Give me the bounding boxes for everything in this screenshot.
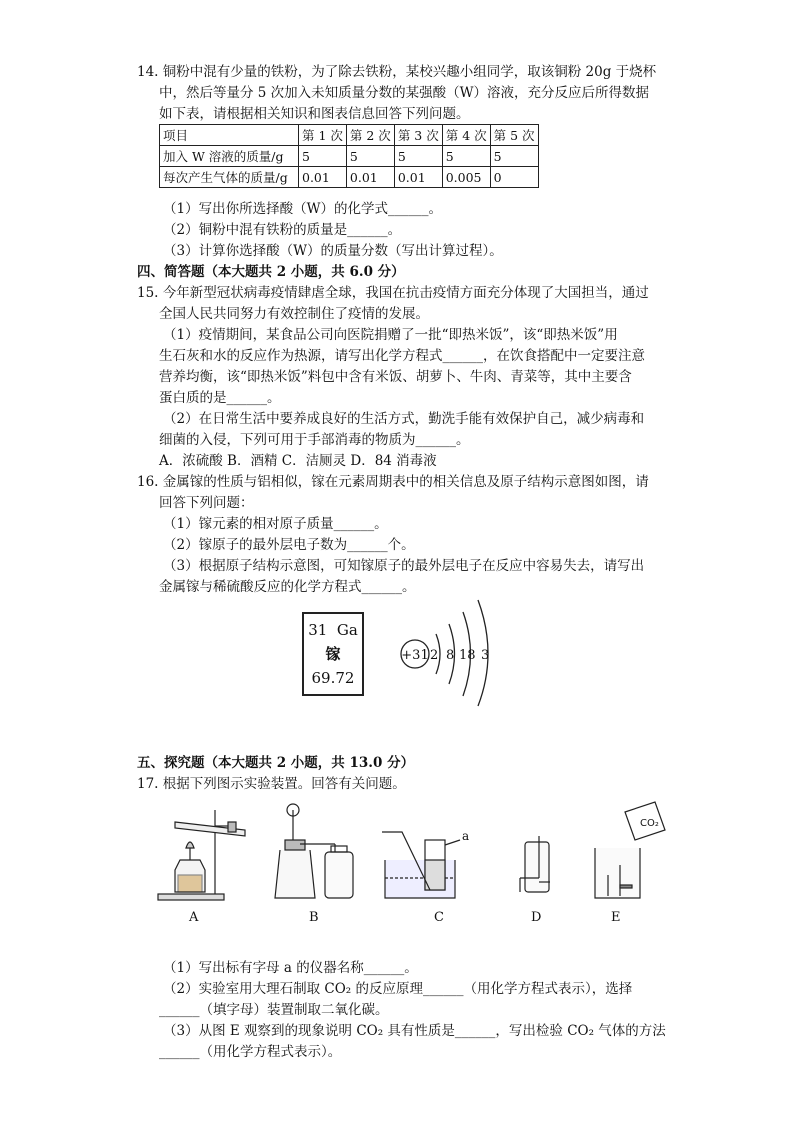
figure-label-e: E bbox=[611, 910, 621, 925]
q16-line-5: （3）根据原子结构示意图，可知镓原子的最外层电子在反应中容易失去，请写出 bbox=[163, 558, 645, 574]
q15-line-3: （1）疫情期间，某食品公司向医院捐赠了一批“即热米饭”，该“即热米饭”用 bbox=[163, 327, 618, 343]
label-co2: CO₂ bbox=[640, 818, 659, 829]
q16-line-1: 16. 金属镓的性质与铝相似，镓在元素周期表中的相关信息及原子结构示意图如图，请 bbox=[137, 474, 649, 490]
apparatus-d bbox=[520, 836, 550, 892]
figure-label-b: B bbox=[309, 910, 319, 925]
q16-line-2: 回答下列问题： bbox=[159, 495, 254, 511]
element-number-symbol bbox=[304, 618, 362, 642]
table-cell: 加入 W 溶液的质量/g bbox=[160, 146, 299, 167]
apparatus-a bbox=[158, 810, 245, 900]
q16-line-3: （1）镓元素的相对原子质量______。 bbox=[163, 516, 388, 532]
table-cell: 第 5 次 bbox=[490, 125, 538, 146]
shell-count-3: 18 bbox=[459, 648, 476, 663]
q15-line-4: 生石灰和水的反应作为热源，请写出化学方程式______，在饮食搭配中一定要注意 bbox=[159, 348, 645, 364]
q16-line-4: （2）镓原子的最外层电子数为______个。 bbox=[163, 537, 415, 553]
shell-count-2: 8 bbox=[446, 648, 455, 663]
q17-sub-1: （1）写出标有字母 a 的仪器名称______。 bbox=[163, 960, 418, 976]
q14-sub-3: （3）计算你选择酸（W）的质量分数（写出计算过程）。 bbox=[163, 243, 503, 259]
apparatus-b bbox=[275, 804, 353, 898]
section-4-title: 四、简答题（本大题共 2 小题，共 6.0 分） bbox=[137, 264, 405, 280]
table-cell: 5 bbox=[299, 146, 347, 167]
figure-label-d: D bbox=[531, 910, 542, 925]
table-cell: 0.01 bbox=[394, 167, 442, 188]
table-cell: 5 bbox=[346, 146, 394, 167]
apparatus-c bbox=[382, 832, 460, 898]
element-name: 镓 bbox=[325, 645, 341, 663]
table-row bbox=[160, 146, 539, 167]
q14-line-3: 如下表，请根据相关知识和图表信息回答下列问题。 bbox=[159, 106, 470, 122]
q15-line-6: 蛋白质的是______。 bbox=[159, 390, 281, 406]
q14-sub-1: （1）写出你所选择酸（W）的化学式______。 bbox=[163, 201, 442, 217]
q16-line-6: 金属镓与稀硫酸反应的化学方程式______。 bbox=[159, 579, 416, 595]
nucleus-label: +31 bbox=[401, 648, 429, 663]
table-row bbox=[160, 167, 539, 188]
element-card bbox=[302, 612, 364, 696]
table-cell: 5 bbox=[490, 146, 538, 167]
q15-line-8: 细菌的入侵，下列可用于手部消毒的物质为______。 bbox=[159, 432, 470, 448]
q15-options: A．浓硫酸 B．酒精 C．洁厕灵 D．84 消毒液 bbox=[159, 453, 437, 469]
table-cell: 第 2 次 bbox=[346, 125, 394, 146]
q15-line-1: 15. 今年新型冠状病毒疫情肆虐全球，我国在抗击疫情方面充分体现了大国担当，通过 bbox=[137, 285, 649, 301]
section-5-title: 五、探究题（本大题共 2 小题，共 13.0 分） bbox=[137, 755, 415, 771]
table-cell: 5 bbox=[394, 146, 442, 167]
table-cell: 0.005 bbox=[442, 167, 490, 188]
shell-count-4: 3 bbox=[481, 648, 490, 663]
atom-structure-diagram bbox=[396, 596, 506, 708]
q14-data-table bbox=[159, 124, 539, 188]
table-cell: 第 4 次 bbox=[442, 125, 490, 146]
element-mass: 69.72 bbox=[311, 669, 355, 687]
q15-line-5: 营养均衡，该“即热米饭”料包中含有米饭、胡萝卜、牛肉、青菜等，其中主要含 bbox=[159, 369, 632, 385]
table-cell: 每次产生气体的质量/g bbox=[160, 167, 299, 188]
q17-intro: 17. 根据下列图示实验装置。回答有关问题。 bbox=[137, 776, 406, 792]
table-cell: 0.01 bbox=[346, 167, 394, 188]
element-symbol: Ga bbox=[336, 621, 358, 639]
table-row bbox=[160, 125, 539, 146]
figure-label-c: C bbox=[434, 910, 444, 925]
table-cell: 项目 bbox=[160, 125, 299, 146]
table-cell: 0 bbox=[490, 167, 538, 188]
table-cell: 第 1 次 bbox=[299, 125, 347, 146]
apparatus-e bbox=[595, 802, 665, 898]
q17-sub-3: （3）从图 E 观察到的现象说明 CO₂ 具有性质是______，写出检验 CO₂ 气体的方法 bbox=[163, 1023, 666, 1039]
q15-line-2: 全国人民共同努力有效控制住了疫情的发展。 bbox=[159, 306, 429, 322]
q14-sub-2: （2）铜粉中混有铁粉的质量是______。 bbox=[163, 222, 402, 238]
q14-line-2: 中，然后等量分 5 次加入未知质量分数的某强酸（W）溶液，充分反应后所得数据 bbox=[159, 85, 650, 101]
apparatus-figure bbox=[150, 800, 670, 915]
shell-count-1: 2 bbox=[430, 648, 439, 663]
table-cell: 第 3 次 bbox=[394, 125, 442, 146]
q17-sub-3-cont: ______（用化学方程式表示）。 bbox=[159, 1044, 342, 1060]
q17-sub-2-cont: ______（填字母）装置制取二氧化碳。 bbox=[159, 1002, 389, 1018]
element-number: 31 bbox=[308, 621, 328, 639]
q15-line-7: （2）在日常生活中要养成良好的生活方式，勤洗手能有效保护自己，减少病毒和 bbox=[163, 411, 645, 427]
label-a-marker: a bbox=[462, 829, 470, 843]
q14-line-1: 14. 铜粉中混有少量的铁粉，为了除去铁粉，某校兴趣小组同学，取该铜粉 20g 于烧杯 bbox=[137, 64, 657, 80]
q17-sub-2: （2）实验室用大理石制取 CO₂ 的反应原理______（用化学方程式表示），选择 bbox=[163, 981, 633, 997]
figure-label-a: A bbox=[189, 910, 199, 925]
table-cell: 5 bbox=[442, 146, 490, 167]
table-cell: 0.01 bbox=[299, 167, 347, 188]
